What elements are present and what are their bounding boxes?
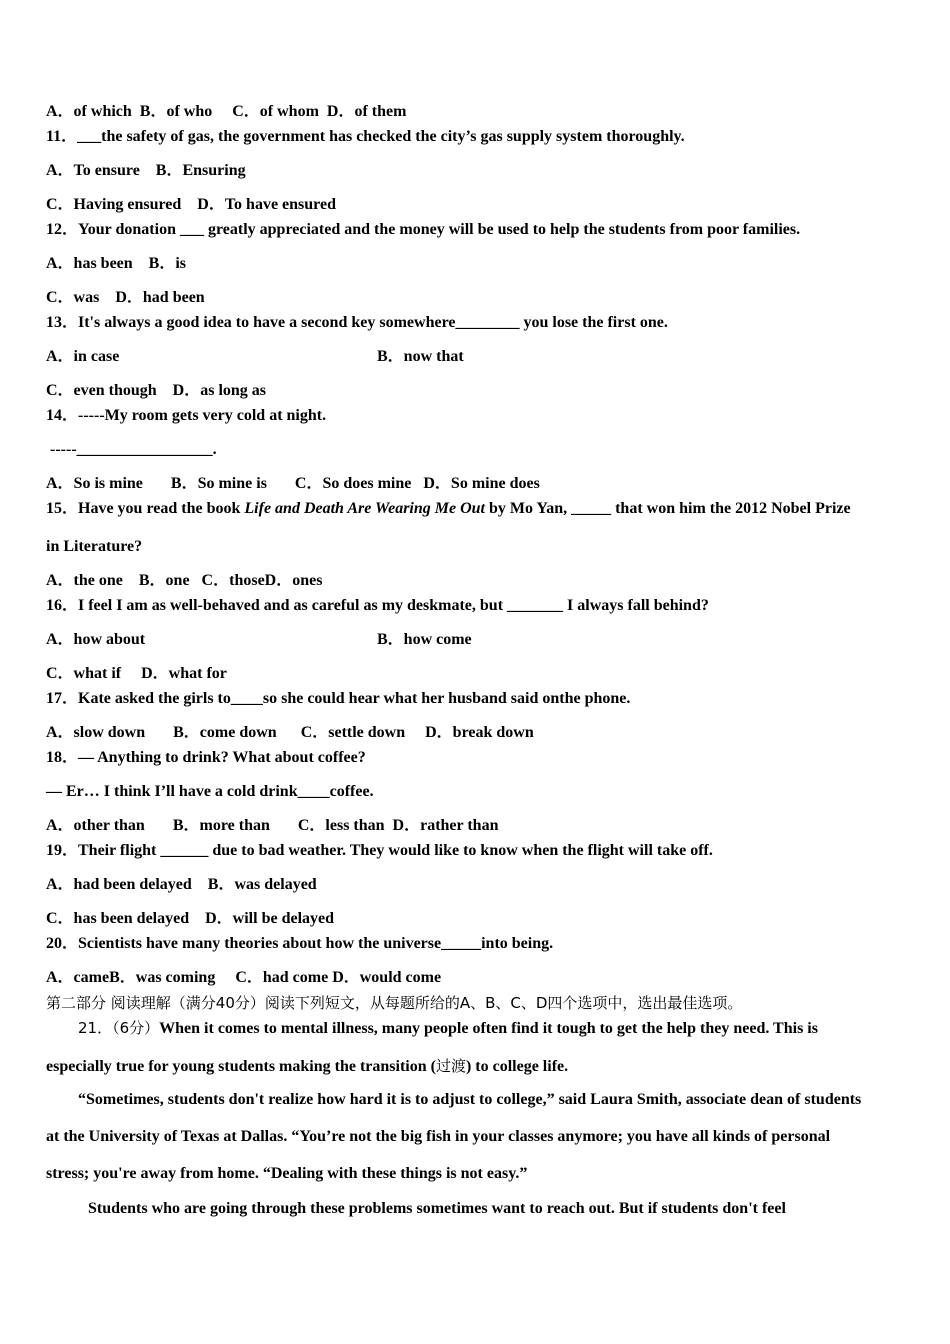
q16-option-a: A．how about (46, 631, 146, 648)
passage-line-5: stress; you're away from home. “Dealing with these things is not easy.” (46, 1165, 528, 1182)
q19-options-cd: C．has been delayed D．will be delayed (46, 910, 335, 927)
q19-stem: 19．Their flight ______ due to bad weather. They would like to know when the flight will take off. (46, 842, 713, 859)
q18-response: — Er… I think I’ll have a cold drink____coffee. (46, 783, 374, 800)
q19-options-ab: A．had been delayed B．was delayed (46, 876, 317, 893)
q12-options-cd: C．was D．had been (46, 289, 205, 306)
q17-options: A．slow down B．come down C．settle down D．break down (46, 724, 534, 741)
q15-stem-start: 15．Have you read the book (46, 500, 245, 517)
q20-options: A．cameB．was coming C．had come D．would come (46, 969, 442, 986)
q20-stem: 20．Scientists have many theories about how the universe_____into being. (46, 935, 554, 952)
q13-options-cd: C．even though D．as long as (46, 382, 267, 399)
q13-option-b: B．now that (377, 348, 464, 365)
q10-options: A．of which B．of who C．of whom D．of them (46, 103, 407, 120)
q16-option-b: B．how come (377, 631, 472, 648)
q15-stem-cont: in Literature? (46, 538, 143, 555)
q14-response: -----_________________. (46, 441, 217, 458)
passage-line-4: at the University of Texas at Dallas. “You’re not the big fish in your classes anymore; you have all kinds of personal (46, 1128, 831, 1145)
q15-options: A．the one B．one C．thoseD．ones (46, 572, 323, 589)
q16-stem: 16．I feel I am as well-behaved and as careful as my deskmate, but _______ I always fall behind? (46, 597, 709, 614)
q16-options-cd: C．what if D．what for (46, 665, 227, 682)
passage-text: When it comes to mental illness, many people often find it tough to get the help they need. This is (159, 1020, 818, 1037)
q11-options-cd: C．Having ensured D．To have ensured (46, 196, 336, 213)
q15-stem-end: by Mo Yan, _____ that won him the 2012 Nobel Prize (485, 500, 851, 517)
q11-options-ab: A．To ensure B．Ensuring (46, 162, 246, 179)
passage-line-3: “Sometimes, students don't realize how hard it is to adjust to college,” said Laura Smith, associate dean of students (78, 1091, 862, 1108)
passage-line-1 (78, 1018, 818, 1039)
q17-stem: 17．Kate asked the girls to____so she could hear what her husband said onthe phone. (46, 690, 631, 707)
q15-book-title: Life and Death Are Wearing Me Out (244, 500, 485, 517)
q13-option-a: A．in case (46, 348, 120, 365)
q13-stem: 13．It's always a good idea to have a second key somewhere________ you lose the first one. (46, 314, 668, 331)
q14-options: A．So is mine B．So mine is C．So does mine D．So mine does (46, 475, 540, 492)
q18-options: A．other than B．more than C．less than D．rather than (46, 817, 499, 834)
q12-options-ab: A．has been B．is (46, 255, 187, 272)
part2-heading: 第二部分 阅读理解（满分40分）阅读下列短文，从每题所给的A、B、C、D四个选项中，选出最佳选项。 (46, 994, 743, 1012)
q18-stem: 18．— Anything to drink? What about coffee? (46, 749, 366, 766)
q12-stem: 12．Your donation ___ greatly appreciated and the money will be used to help the students from poor families. (46, 221, 801, 238)
q11-stem: 11．___the safety of gas, the government has checked the city’s gas supply system thoroughly. (46, 128, 685, 145)
chinese-gloss: 过渡 (435, 1057, 466, 1075)
passage-line-2 (46, 1056, 568, 1077)
passage-line-6: Students who are going through these problems sometimes want to reach out. But if students don't feel (88, 1200, 786, 1217)
q15-stem (46, 499, 851, 519)
passage-text: ) to college life. (465, 1058, 569, 1075)
passage-text: especially true for young students making the transition ( (46, 1058, 436, 1075)
q14-stem: 14．-----My room gets very cold at night. (46, 407, 327, 424)
q21-number: 21．（6分） (78, 1019, 160, 1037)
